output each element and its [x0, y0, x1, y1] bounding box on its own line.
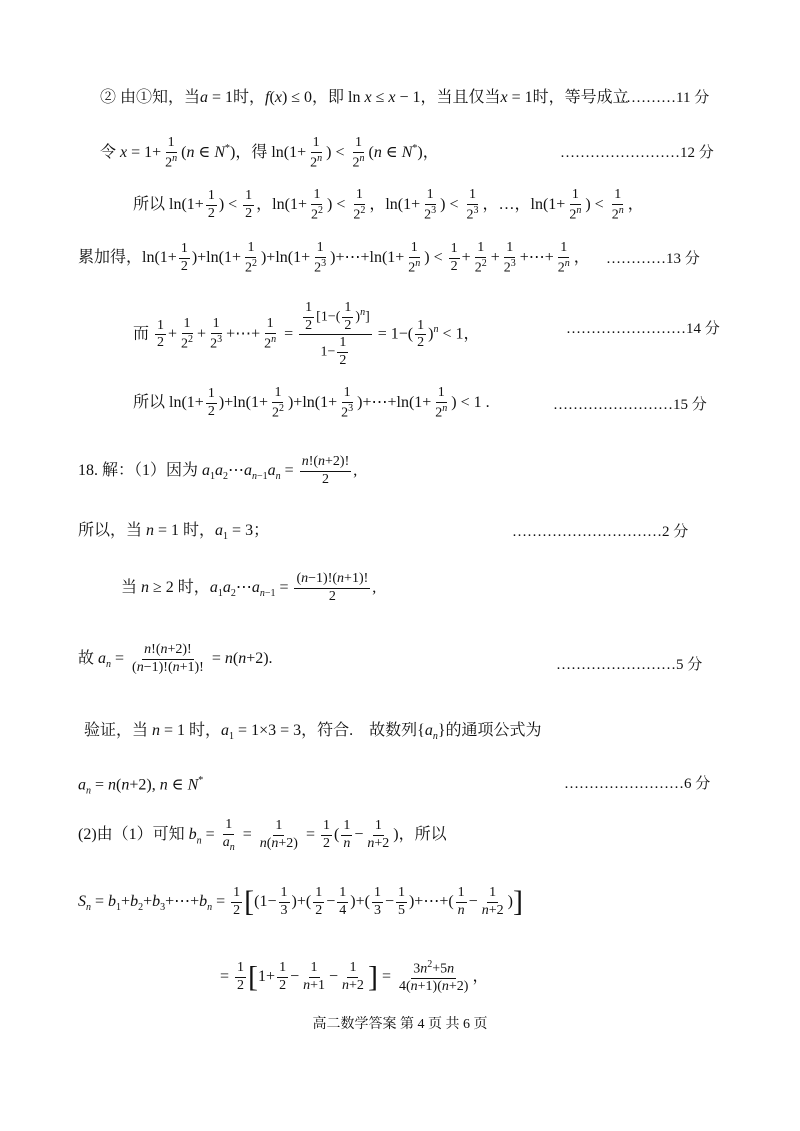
score-5: ……………………5 分 — [556, 657, 703, 673]
problem-18-line-9: = $\frac{1}{2}$ [1+ $\frac{1}{2}$ − $\frac{1}{n+1}$ − $\frac{1}{n+2}$ ] = $\frac{3n^2+5n}{4(n+1)(n+2)}$ ， — [220, 959, 489, 995]
solution-line-3: 所以 ln(1+ $\frac{1}{2}$ ) < $\frac{1}{2}$ ，ln(1+ $\frac{1}{2^2}$ ) < $\frac{1}{2^2}$ ，ln(1+ $\frac{1}{2^3}$ ) < $\frac{1}{2^3}$ ，…，ln(1+ $\frac{1}{2^n}$ ) < $\frac{1}{2^n}$ ， — [133, 187, 644, 223]
solution-line-4: 累加得，ln(1+ $\frac{1}{2}$ )+ln(1+ $\frac{1}{2^2}$ )+ln(1+ $\frac{1}{2^3}$ )+⋯+ln(1+ $\frac{1}{2^n}$ ) < $\frac{1}{2}$ + $\frac{1}{2^2}$ + $\frac{1}{2^3}$ +⋯+ $\frac{1}{2^n}$ ， — [78, 240, 590, 276]
problem-18-line-4: 故 $a_n$ = $\frac{n!(n+2)!}{(n-1)!(n+1)!}$ = n(n+2). — [78, 642, 273, 675]
score-13: …………13 分 — [606, 251, 700, 267]
problem-18-line-6: $a_n = n(n+2)$, n ∈ N* — [78, 775, 204, 797]
solution-line-2: 令 x = 1+ $\frac{1}{2^n}$ (n ∈ N*)，得 ln(1+ $\frac{1}{2^n}$ ) < $\frac{1}{2^n}$ (n ∈ N*)， — [100, 135, 439, 171]
problem-18-line-7: (2)由（1）可知 $b_n$ = $\frac{1}{a_n}$ = $\frac{1}{n(n+2)}$ = $\frac{1}{2}$ ( $\frac{1}{n}$ − $\frac{1}{n+2}$ )，所以 — [78, 817, 447, 853]
score-14: ……………………14 分 — [566, 321, 720, 337]
problem-18-line-1: 18. 解：（1）因为 $a_1a_2\cdots a_{n-1}a_n$ = $\frac{n!(n+2)!}{2}$ , — [78, 454, 358, 487]
score-2: …………………………2 分 — [512, 524, 689, 540]
problem-18-line-8: $S_n$ = $b_1+b_2+b_3+\cdots+b_n$ = $\frac{1}{2}$ [(1− $\frac{1}{3}$ )+( $\frac{1}{2}$ − $\frac{1}{4}$ )+( $\frac{1}{3}$ − $\frac{1}{5}$ )+⋯+( $\frac{1}{n}$ − $\frac{1}{n+2}$ )] — [78, 885, 523, 919]
problem-18-line-5: 验证，当 n = 1 时，$a_1 = 1\times 3 = 3$，符合. 故数列$\{a_n\}$的通项公式为 — [84, 722, 542, 743]
page-footer: 高二数学答案 第 4 页 共 6 页 — [312, 1017, 488, 1032]
score-15: ……………………15 分 — [553, 397, 707, 413]
score-11: …………11 分 — [616, 90, 710, 106]
score-6: ……………………6 分 — [564, 776, 711, 792]
solution-line-5: 而 $\frac{1}{2}$ + $\frac{1}{2^2}$ + $\frac{1}{2^3}$ +⋯+ $\frac{1}{2^n}$ = $\frac{1}{2}$ [1−( $\frac{1}{2}$ )$^n$] 1− $\frac{1}{2}$ = 1−( $\frac{1}{2}$ )$^n$ < 1， — [133, 300, 480, 369]
solution-line-6: 所以 ln(1+ $\frac{1}{2}$ )+ln(1+ $\frac{1}{2^2}$ )+ln(1+ $\frac{1}{2^3}$ )+⋯+ln(1+ $\frac{1}{2^n}$ ) < 1 . — [133, 385, 490, 421]
solution-line-1: ② 由①知，当a = 1时，f(x) ≤ 0，即 ln x ≤ x − 1，当且仅当x = 1时，等号成立 — [100, 89, 629, 106]
problem-18-line-2: 所以，当 n = 1 时，$a_1 = 3$； — [78, 522, 270, 543]
problem-18-line-3: 当 n ≥ 2 时，$a_1a_2\cdots a_{n-1}$ = $\frac{(n-1)!(n+1)!}{2}$ , — [121, 571, 377, 604]
score-12: ……………………12 分 — [560, 145, 714, 161]
